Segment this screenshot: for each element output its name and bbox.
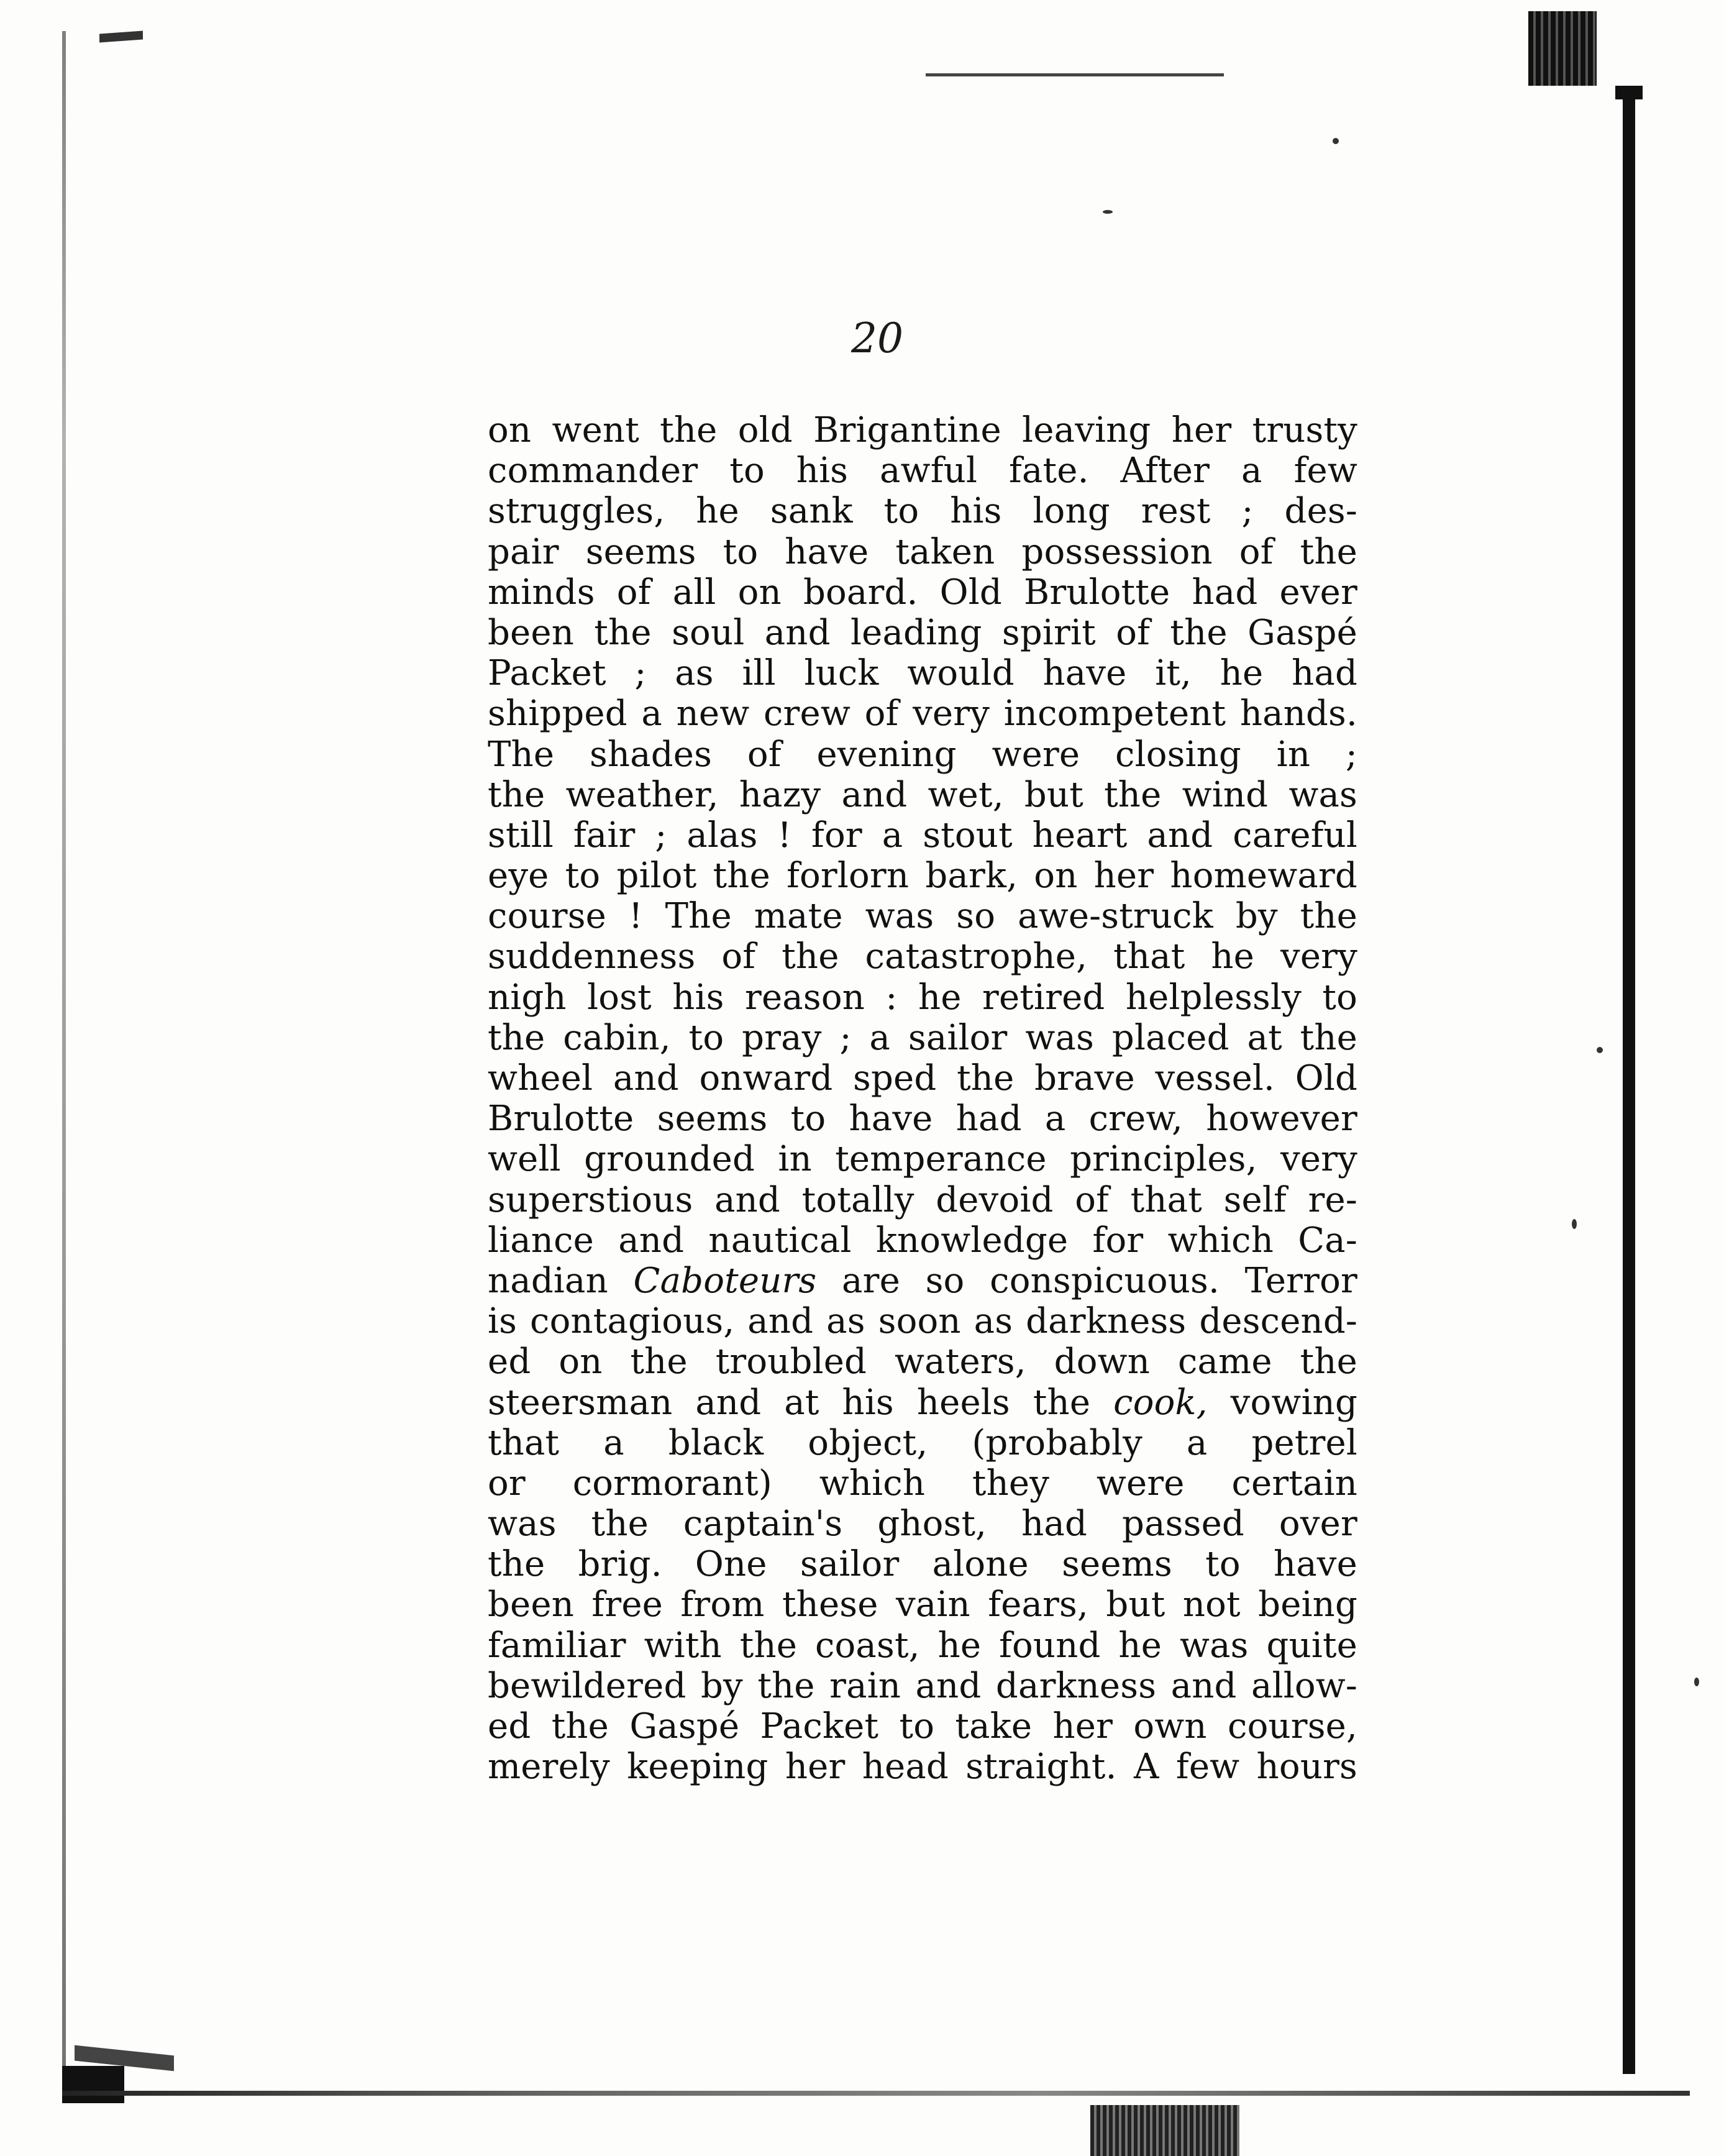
ink-speck [1694,1678,1699,1686]
ink-speck [1572,1219,1577,1229]
text-line: eye to pilot the forlorn bark, on her homeward [488,856,1357,897]
ink-speck [1333,138,1339,144]
text-line: the brig. One sailor alone seems to have [488,1544,1357,1585]
text-line: on went the old Brigantine leaving her trusty [488,410,1357,450]
text-line: struggles, he sank to his long rest ; des- [488,491,1357,532]
text-line: commander to his awful fate. After a few [488,450,1357,491]
page-corner-mark [99,31,143,43]
text-line: wheel and onward sped the brave vessel. Old [488,1058,1357,1099]
text-line: ed the Gaspé Packet to take her own course, [488,1706,1357,1747]
page-right-edge-shadow [1623,86,1635,2074]
text-line: or cormorant) which they were certain [488,1463,1357,1504]
text-line: been the soul and leading spirit of the Gaspé [488,612,1357,653]
italic-term: Caboteurs [633,1260,817,1301]
text-line: pair seems to have taken possession of the [488,531,1357,572]
page-number: 20 [851,314,903,362]
text-line: been free from these vain fears, but not being [488,1584,1357,1625]
text-line: the cabin, to pray ; a sailor was placed at the [488,1017,1357,1058]
binding-clip-artifact [1528,11,1597,86]
text-line: merely keeping her head straight. A few hours [488,1747,1357,1788]
text-line: shipped a new crew of very incompetent hands. [488,693,1357,734]
text-line: Packet ; as ill luck would have it, he had [488,653,1357,694]
page-left-edge-shadow [62,31,66,2081]
text-segment: vowing [1207,1382,1357,1423]
text-line: Brulotte seems to have had a crew, however [488,1099,1357,1140]
text-segment: nadian [488,1260,634,1301]
text-line: nigh lost his reason : he retired helplessly to [488,977,1357,1018]
ink-speck [1103,210,1113,214]
text-line: suddenness of the catastrophe, that he very [488,936,1357,977]
text-segment: steersman and at his heels the [488,1382,1114,1423]
top-scan-line [926,73,1224,76]
text-line: the weather, hazy and wet, but the wind was [488,774,1357,815]
text-line: course ! The mate was so awe-struck by the [488,896,1357,937]
text-line: well grounded in temperance principles, very [488,1139,1357,1180]
text-line: still fair ; alas ! for a stout heart and careful [488,815,1357,856]
text-line: that a black object, (probably a petrel [488,1422,1357,1463]
text-line: The shades of evening were closing in ; [488,734,1357,775]
body-text [488,410,1357,1787]
bottom-left-block [62,2066,124,2103]
text-line: minds of all on board. Old Brulotte had ever [488,572,1357,613]
text-line: superstious and totally devoid of that self re- [488,1179,1357,1220]
text-line [488,1382,1357,1423]
text-line [488,1261,1357,1301]
italic-term: cook, [1113,1382,1208,1423]
text-line: is contagious, and as soon as darkness descend- [488,1301,1357,1342]
text-line: familiar with the coast, he found he was quite [488,1625,1357,1666]
text-line: ed on the troubled waters, down came the [488,1341,1357,1382]
text-line: liance and nautical knowledge for which Ca- [488,1220,1357,1261]
bottom-barcode-artifact [1090,2105,1239,2156]
ink-speck [1597,1047,1603,1053]
text-line: was the captain's ghost, had passed over [488,1504,1357,1545]
text-segment: are so conspicuous. Terror [816,1260,1357,1301]
bottom-edge-shadow [62,2091,1690,2096]
text-line: bewildered by the rain and darkness and allow- [488,1665,1357,1706]
